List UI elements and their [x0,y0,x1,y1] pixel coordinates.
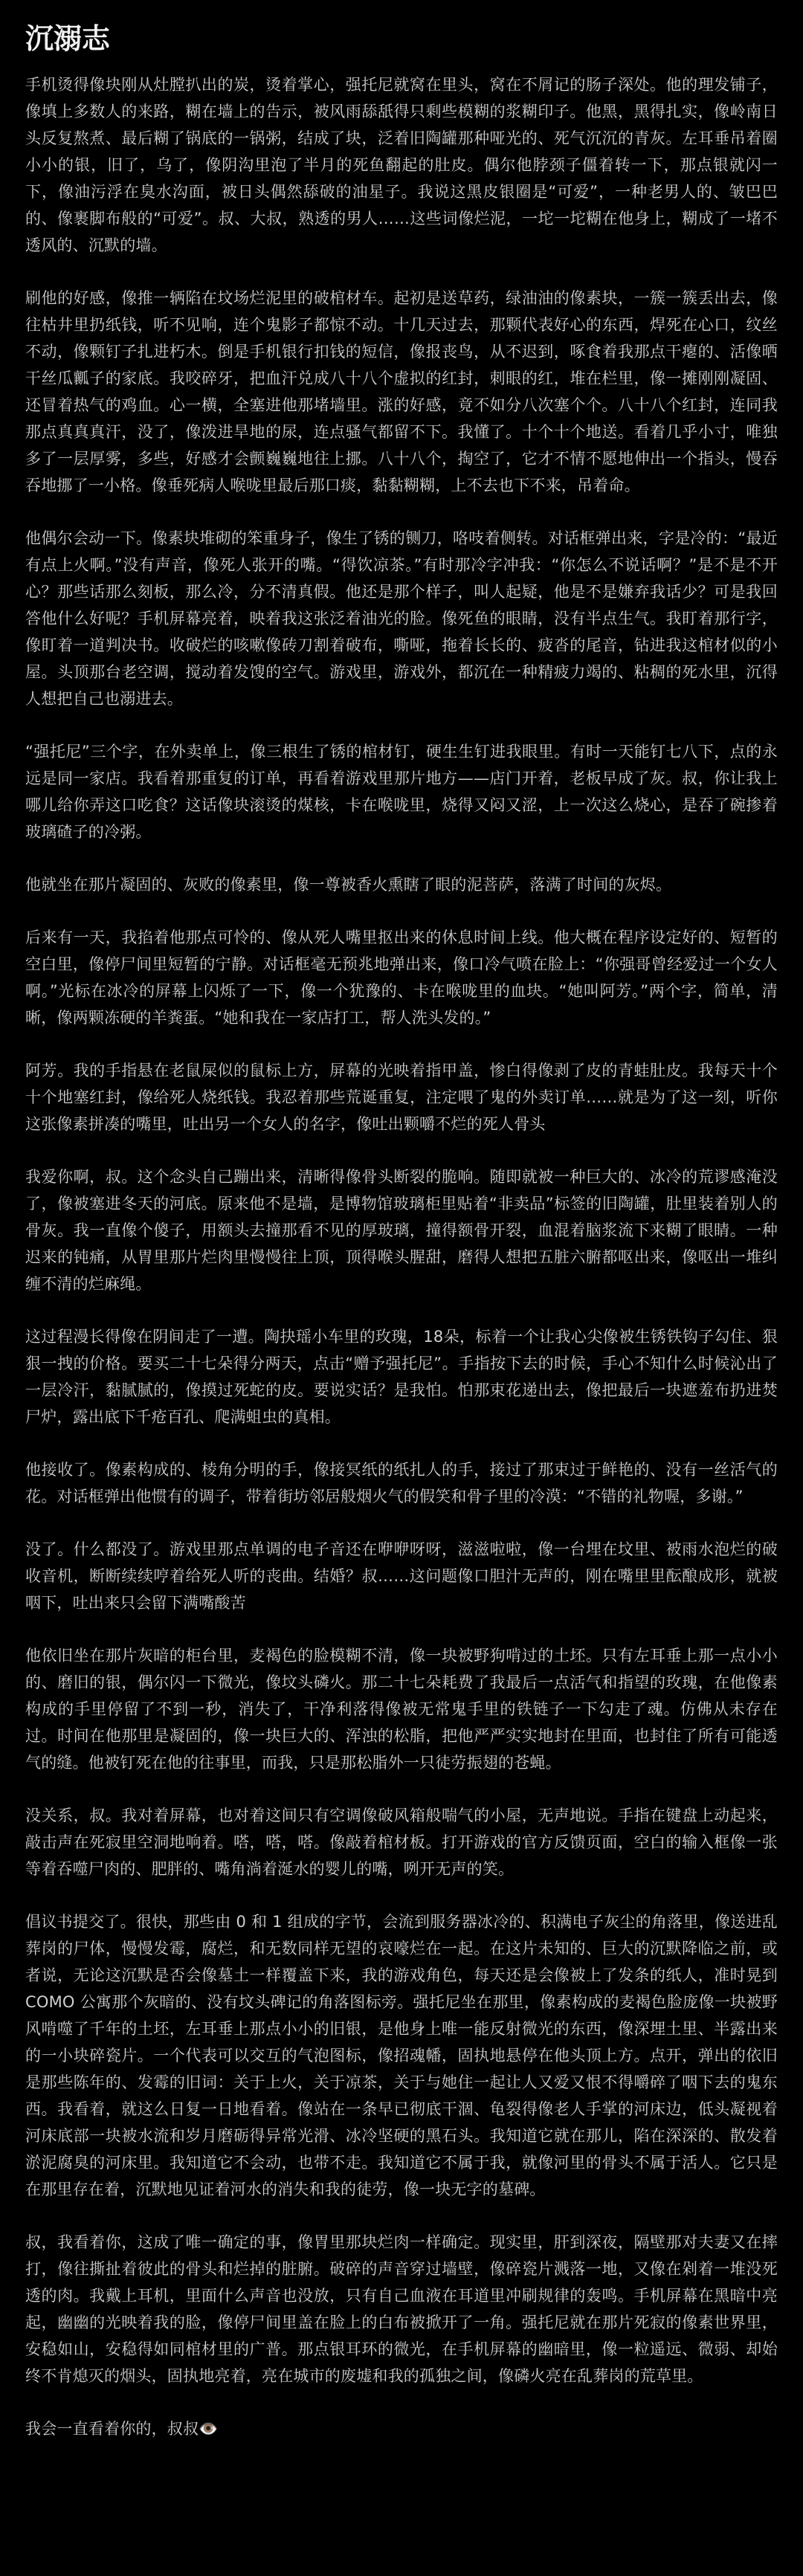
paragraph: 手机烫得像块刚从灶膛扒出的炭，烫着掌心，强托尼就窝在里头，窝在不屑记的肠子深处。他的理发铺子，像填上多数人的来路，糊在墙上的告示，被风雨舔舐得只剩些模糊的浆糊印子。他黑，黑得扎实，像岭南日头反复熬煮、最后糊了锅底的一锅粥，结成了块，泛着旧陶罐那种哑光的、死气沉沉的青灰。左耳垂吊着圈小小的银，旧了，乌了，像阴沟里泡了半月的死鱼翻起的肚皮。偶尔他脖颈子僵着转一下，那点银就闪一下，像油污浮在臭水沟面，被日头偶然舔破的油星子。我说这黑皮银圈是“可爱”，一种老男人的、皱巴巴的、像裹脚布般的“可爱”。叔、大叔，熟透的男人……这些词像烂泥，一坨一坨糊在他身上，糊成了一堵不透风的、沉默的墙。 [25,76,778,254]
document-title: 沉溺志 [25,22,111,55]
paragraph: 后来有一天，我掐着他那点可怜的、像从死人嘴里抠出来的休息时间上线。他大概在程序设定好的、短暂的空白里，像停尸间里短暂的宁静。对话框毫无预兆地弹出来，像口冷气喷在脸上：“你强哥曾经爱过一个女人啊。”光标在冰冷的屏幕上闪烁了一下，像一个犹豫的、卡在喉咙里的血块。“她叫阿芳。”两个字，简单，清晰，像两颗冻硬的羊粪蛋。“她和我在一家店打工，帮人洗头发的。” [25,929,778,1027]
paragraph: 刷他的好感，像推一辆陷在坟场烂泥里的破棺材车。起初是送草药，绿油油的像素块，一簇一簇丢出去，像往枯井里扔纸钱，听不见响，连个鬼影子都惊不动。十几天过去，那颗代表好心的东西，焊死在心口，纹丝不动，像颗钉子扎进朽木。倒是手机银行扣钱的短信，像报丧鸟，从不迟到，啄食着我那点干瘪的、活像晒干丝瓜瓤子的家底。我咬碎牙，把血汗兑成八十八个虚拟的红封，刺眼的红，堆在栏里，像一摊刚刚凝固、还冒着热气的鸡血。心一横，全塞进他那堵墙里。涨的好感，竟不如分八次塞个个。八十八个红封，连同我那点真真真汗，没了，像泼进旱地的尿，连点骚气都留不下。我懂了。十个十个地送。看着几乎小寸，唯独多了一层厚雾，多些，好感才会颤巍巍地往上挪。八十八个，掏空了，它才不情不愿地伸出一个指头，慢吞吞地挪了一小格。像垂死病人喉咙里最后那口痰，黏黏糊糊，上不去也下不来，吊着命。 [25,289,778,494]
paragraph: 这过程漫长得像在阴间走了一遭。陶抉瑶小车里的玫瑰，18朵，标着一个让我心尖像被生锈铁钩子勾住、狠狠一拽的价格。要买二十七朵得分两天，点击“赠予强托尼”。手指按下去的时候，手心不知什么时候沁出了一层冷汗，黏腻腻的，像摸过死蛇的皮。要说实话？是我怕。怕那束花递出去，像把最后一块遮羞布扔进焚尸炉，露出底下千疮百孔、爬满蛆虫的真相。 [25,1328,778,1426]
document-body [25,71,778,2442]
paragraph: 他依旧坐在那片灰暗的柜台里，麦褐色的脸模糊不清，像一块被野狗啃过的土坯。只有左耳垂上那一点小小的、磨旧的银，偶尔闪一下微光，像坟头磷火。那二十七朵耗费了我最后一点活气和指望的玫瑰，在他像素构成的手里停留了不到一秒，消失了，干净利落得像被无常鬼手里的铁链子一下勾走了魂。仿佛从未存在过。时间在他那里是凝固的，像一块巨大的、浑浊的松脂，把他严严实实地封在里面，也封住了所有可能透气的缝。他被钉死在他的往事里，而我，只是那松脂外一只徒劳振翅的苍蝇。 [25,1647,778,1772]
paragraph: 没关系，叔。我对着屏幕，也对着这间只有空调像破风箱般喘气的小屋，无声地说。手指在键盘上动起来，敲击声在死寂里空洞地响着。嗒，嗒，嗒。像敲着棺材板。打开游戏的官方反馈页面，空白的输入框像一张等着吞噬尸肉的、肥胖的、嘴角淌着涎水的婴儿的嘴，咧开无声的笑。 [25,1807,778,1878]
paragraph: 叔，我看着你，这成了唯一确定的事，像胃里那块烂肉一样确定。现实里，肝到深夜，隔壁那对夫妻又在摔打，像往撕扯着彼此的骨头和烂掉的脏腑。破碎的声音穿过墙壁，像碎瓷片溅落一地，又像在剁着一堆没死透的肉。我戴上耳机，里面什么声音也没放，只有自己血液在耳道里冲刷规律的轰鸣。手机屏幕在黑暗中亮起，幽幽的光映着我的脸，像停尸间里盖在脸上的白布被掀开了一角。强托尼就在那片死寂的像素世界里，安稳如山，安稳得如同棺材里的广普。那点银耳环的微光，在手机屏幕的幽暗里，像一粒遥远、微弱、却始终不肯熄灭的烟头，固执地亮着，亮在城市的废墟和我的孤独之间，像磷火亮在乱葬岗的荒草里。 [25,2233,778,2385]
paragraph: 我爱你啊，叔。这个念头自己蹦出来，清晰得像骨头断裂的脆响。随即就被一种巨大的、冰冷的荒谬感淹没了，像被塞进冬天的河底。原来他不是墙，是博物馆玻璃柜里贴着“非卖品”标签的旧陶罐，肚里装着别人的骨灰。我一直像个傻子，用额头去撞那看不见的厚玻璃，撞得额骨开裂，血混着脑浆流下来糊了眼睛。一种迟来的钝痛，从胃里那片烂肉里慢慢往上顶，顶得喉头腥甜，磨得人想把五脏六腑都呕出来，像呕出一堆纠缠不清的烂麻绳。 [25,1168,778,1293]
paragraph: 没了。什么都没了。游戏里那点单调的电子音还在咿咿呀呀，滋滋啦啦，像一台埋在坟里、被雨水泡烂的破收音机，断断续续哼着给死人听的丧曲。结婚？叔……这问题像口胆汁无声的，刚在嘴里里酝酿成形，就被咽下，吐出来只会留下满嘴酸苦 [25,1540,778,1612]
paragraph: 他就坐在那片凝固的、灰败的像素里，像一尊被香火熏瞎了眼的泥菩萨，落满了时间的灰烬。 [25,876,672,894]
paragraph: 他偶尔会动一下。像素块堆砌的笨重身子，像生了锈的铡刀，咯吱着侧转。对话框弹出来，字是冷的：“最近有点上火啊。”没有声音，像死人张开的嘴。“得饮凉茶。”有时那冷字冲我：“你怎么不说话啊？”是不是不开心？那些话那么刻板，那么冷，分不清真假。他还是那个样子，叫人起疑，他是不是嫌弃我话少？可是我回答他什么好呢？手机屏幕亮着，映着我这张泛着油光的脸。像死鱼的眼睛，没有半点生气。我盯着那行字，像盯着一道判决书。收破烂的咳嗽像砖刀割着破布，嘶哑，拖着长长的、疲沓的尾音，钻进我这棺材似的小屋。头顶那台老空调，搅动着发馊的空气。游戏里，游戏外，都沉在一种精疲力竭的、粘稠的死水里，沉得人想把自己也溺进去。 [25,529,778,708]
paragraph: 他接收了。像素构成的、棱角分明的手，像接冥纸的纸扎人的手，接过了那束过于鲜艳的、没有一丝活气的花。对话框弹出他惯有的调子，带着街坊邻居般烟火气的假笑和骨子里的冷漠：“不错的礼物喔，多谢。” [25,1461,778,1505]
paragraph: 阿芳。我的手指悬在老鼠屎似的鼠标上方，屏幕的光映着指甲盖，惨白得像剥了皮的青蛙肚皮。我每天十个十个地塞红封，像给死人烧纸钱。我忍着那些荒诞重复，注定喂了鬼的外卖订单……就是为了这一刻，听你这张像素拼凑的嘴里，吐出另一个女人的名字，像吐出颗嚼不烂的死人骨头 [25,1062,778,1133]
paragraph: “强托尼”三个字，在外卖单上，像三根生了锈的棺材钉，硬生生钉进我眼里。有时一天能钉七八下，点的永远是同一家店。我看着那重复的订单，再看着游戏里那片地方——店门开着，老板早成了灰。叔，你让我上哪儿给你弄这口吃食？这话像块滚烫的煤核，卡在喉咙里，烧得又闷又涩，上一次这么烧心，是吞了碗掺着玻璃碴子的冷粥。 [25,743,778,841]
closing-line: 我会一直看着你的，叔叔👁️ [25,2420,219,2438]
paragraph: 倡议书提交了。很快，那些由 0 和 1 组成的字节，会流到服务器冰冷的、积满电子灰尘的角落里，像送进乱葬岗的尸体，慢慢发霉，腐烂，和无数同样无望的哀嚎烂在一起。在这片未知的、巨大的沉默降临之前，或者说，无论这沉默是否会像墓土一样覆盖下来，我的游戏角色，每天还是会像被上了发条的纸人，准时晃到 COMO 公寓那个灰暗的、没有坟头碑记的角落图标旁。强托尼坐在那里，像素构成的麦褐色脸庞像一块被野风啃噬了千年的土坯，左耳垂上那点小小的旧银，是他身上唯一能反射微光的东西，像深埋土里、半露出来的一小块碎瓷片。一个代表可以交互的气泡图标，像招魂幡，固执地悬停在他头顶上方。点开，弹出的依旧是那些陈年的、发霉的旧词：关于上火，关于凉茶，关于与她住一起让人又爱又恨不得嚼碎了咽下去的鬼东西。我看着，就这么日复一日地看着。像站在一条早已彻底干涸、龟裂得像老人手掌的河床边，低头凝视着河床底部一块被水流和岁月磨砺得异常光滑、冰冷坚硬的黑石头。我知道它就在那儿，陷在深深的、散发着淤泥腐臭的河床里。我知道它不会动，也带不走。我知道它不属于我，就像河里的骨头不属于活人。它只是在那里存在着，沉默地见证着河水的消失和我的徒劳，像一块无字的墓碑。 [25,1913,778,2198]
